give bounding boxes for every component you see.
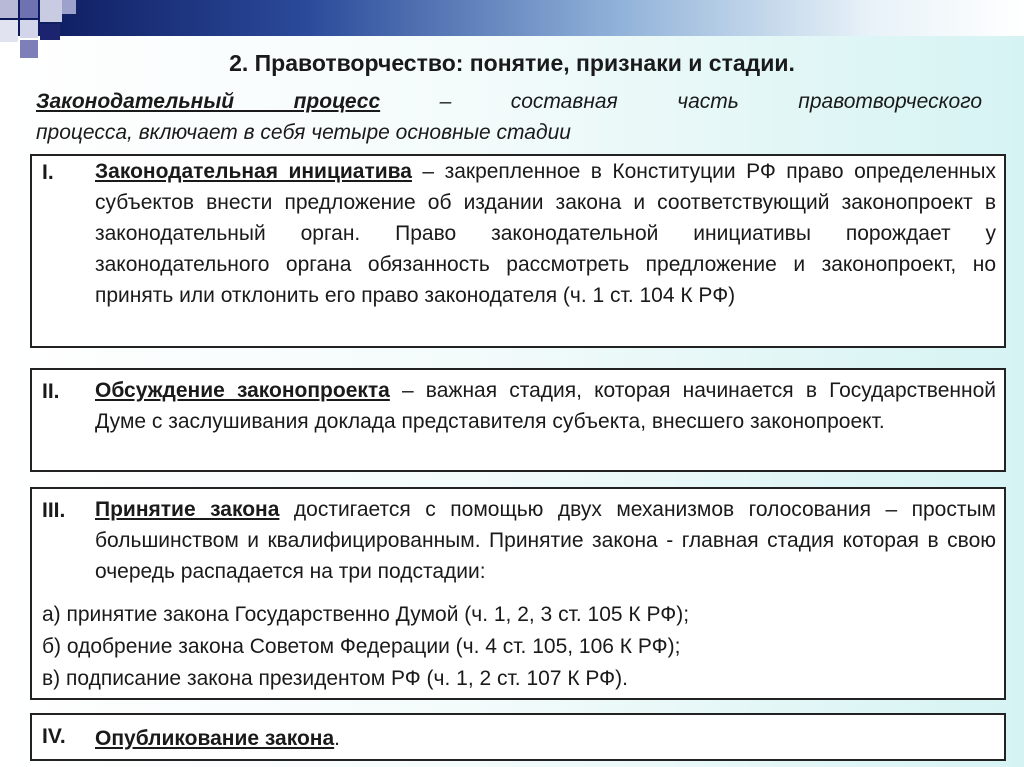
stage-term: Законодательная инициатива bbox=[95, 160, 412, 183]
stage-description: достигается с помощью двух механизмов голосования – простым большинством и квалифицированным. Принятие закона - главная стадия которая в свою очередь распадается на три подстадии: bbox=[95, 498, 996, 583]
stage-term: Опубликование закона bbox=[95, 727, 335, 750]
stage-description: . bbox=[334, 727, 340, 750]
intro-term: Законодательный процесс bbox=[36, 90, 381, 113]
stage-text bbox=[95, 375, 996, 437]
intro-text-line1: – составная часть правотворческого bbox=[380, 90, 982, 113]
stage-term: Принятие закона bbox=[95, 498, 280, 521]
stage-number: I. bbox=[42, 161, 54, 184]
stage-description: – закрепленное в Конституции РФ право определенных субъектов внести предложение об издании закона и соответствующий законопроект в законодательный орган. Право законодательной инициативы порождает у законодательного органа обязанность рассмотреть предложение и законопроект, но принять или отклонить его право законодателя (ч. 1 ст. 104 К РФ) bbox=[95, 160, 996, 307]
slide-title: 2. Правотворчество: понятие, признаки и стадии. bbox=[229, 50, 795, 76]
stage-text bbox=[95, 723, 996, 754]
substage-item: б) одобрение закона Советом Федерации (ч. 4 ст. 105, 106 К РФ); bbox=[42, 635, 681, 658]
stage-description: – важная стадия, которая начинается в Государственной Думе с заслушивания доклада представителя субъекта, внесшего законопроект. bbox=[95, 379, 996, 433]
stage-number: II. bbox=[42, 380, 60, 403]
intro-paragraph bbox=[36, 86, 982, 148]
stage-number: IV. bbox=[42, 725, 66, 748]
stage-box-3 bbox=[30, 487, 1006, 700]
stage-text bbox=[95, 494, 996, 587]
stage-number: III. bbox=[42, 499, 66, 522]
stage-term: Обсуждение законопроекта bbox=[95, 379, 390, 402]
substage-item: а) принятие закона Государственно Думой (ч. 1, 2, 3 ст. 105 К РФ); bbox=[42, 603, 690, 626]
intro-text-line2: процесса, включает в себя четыре основные стадии bbox=[36, 121, 571, 144]
stage-box-4 bbox=[30, 713, 1006, 761]
substage-item: в) подписание закона президентом РФ (ч. 1, 2 ст. 107 К РФ). bbox=[42, 667, 628, 690]
stage-text bbox=[95, 156, 996, 311]
stage-box-1 bbox=[30, 154, 1006, 348]
header-bar bbox=[0, 0, 1024, 36]
stage-box-2 bbox=[30, 368, 1006, 472]
